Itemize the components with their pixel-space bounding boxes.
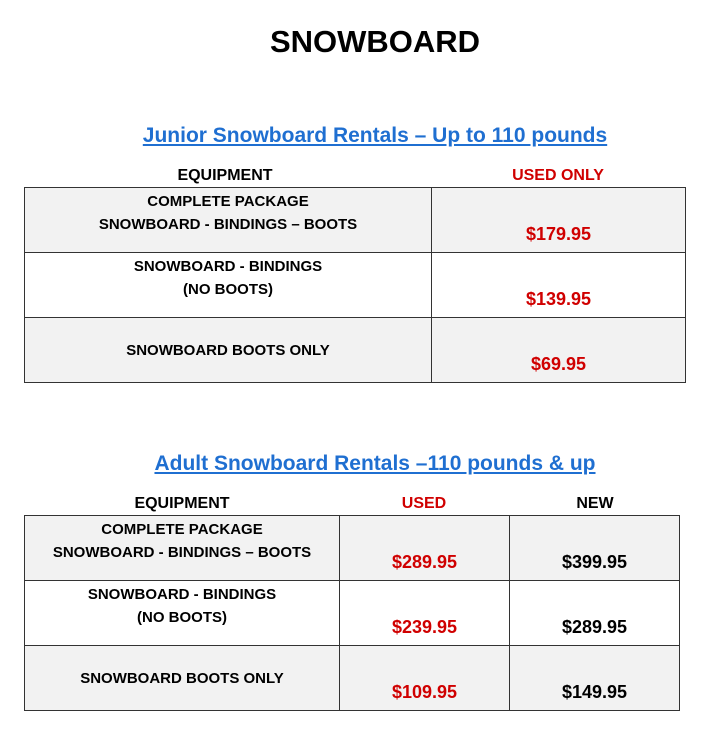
used-price-cell: $289.95 [340, 516, 510, 581]
equipment-line1: COMPLETE PACKAGE [101, 521, 263, 538]
adult-rentals-heading[interactable]: Adult Snowboard Rentals –110 pounds & up [154, 452, 596, 475]
page-title: SNOWBOARD [269, 24, 481, 59]
equipment-line1: SNOWBOARD BOOTS ONLY [80, 669, 284, 687]
equipment-cell [25, 516, 340, 581]
new-price-cell: $289.95 [510, 581, 680, 646]
adult-used-header: USED [401, 495, 447, 512]
junior-equipment-header: EQUIPMENT [177, 167, 273, 184]
table-row [25, 318, 686, 383]
used-price-cell: $179.95 [432, 188, 686, 253]
equipment-cell [25, 253, 432, 318]
junior-used-only-header: USED ONLY [512, 167, 604, 184]
equipment-cell [25, 646, 340, 711]
junior-rental-table [24, 187, 686, 383]
used-price-cell: $139.95 [432, 253, 686, 318]
used-price-cell: $109.95 [340, 646, 510, 711]
adult-equipment-header: EQUIPMENT [134, 495, 230, 512]
table-row [25, 516, 680, 581]
junior-rentals-heading[interactable]: Junior Snowboard Rentals – Up to 110 pounds [142, 124, 608, 147]
equipment-cell [25, 318, 432, 383]
table-row [25, 188, 686, 253]
equipment-line2: SNOWBOARD - BINDINGS – BOOTS [98, 216, 358, 233]
equipment-cell [25, 188, 432, 253]
equipment-line2: (NO BOOTS) [137, 609, 227, 626]
equipment-line2: (NO BOOTS) [183, 281, 273, 298]
equipment-line1: SNOWBOARD - BINDINGS [133, 258, 323, 275]
used-price-cell: $69.95 [432, 318, 686, 383]
new-price-cell: $149.95 [510, 646, 680, 711]
equipment-line1: COMPLETE PACKAGE [147, 193, 309, 210]
equipment-line1: SNOWBOARD BOOTS ONLY [126, 341, 330, 359]
equipment-cell [25, 581, 340, 646]
table-row [25, 253, 686, 318]
new-price-cell: $399.95 [510, 516, 680, 581]
table-row [25, 581, 680, 646]
adult-new-header: NEW [576, 495, 614, 512]
used-price-cell: $239.95 [340, 581, 510, 646]
equipment-line1: SNOWBOARD - BINDINGS [87, 586, 277, 603]
table-row [25, 646, 680, 711]
adult-rental-table [24, 515, 680, 711]
equipment-line2: SNOWBOARD - BINDINGS – BOOTS [52, 544, 312, 561]
